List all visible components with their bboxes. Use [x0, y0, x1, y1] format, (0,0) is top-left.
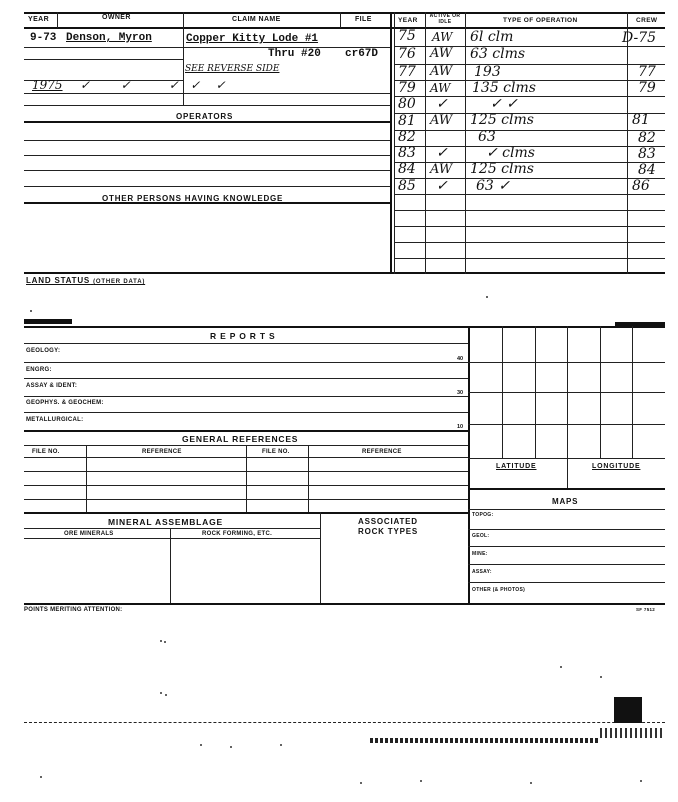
- mineral-assemblage-title: MINERAL ASSEMBLAGE: [108, 517, 223, 527]
- report-geology: GEOLOGY:: [26, 348, 61, 354]
- activity-operation: 6l clm: [470, 29, 514, 45]
- activity-year: 82: [398, 129, 416, 145]
- activity-status: AW: [432, 30, 453, 44]
- activity-year: 75: [398, 28, 416, 44]
- see-reverse-side-note: SEE REVERSE SIDE: [185, 64, 280, 74]
- points-meriting-attention-label: POINTS MERITING ATTENTION:: [24, 607, 123, 613]
- header-claim-name: CLAIM NAME: [232, 16, 281, 23]
- activity-year: 81: [398, 113, 416, 129]
- claim-file: cr67D: [345, 48, 379, 60]
- scan-smear: [370, 738, 600, 743]
- activity-crew: 79: [638, 80, 656, 96]
- report-metallurgical: METALLURGICAL:: [26, 417, 84, 423]
- report-assay-num: 30: [457, 390, 464, 396]
- activity-status: ✓: [436, 96, 448, 112]
- gr-reference: REFERENCE: [142, 449, 182, 455]
- activity-crew: 77: [638, 64, 656, 80]
- operators-label: OPERATORS: [176, 112, 234, 121]
- activity-crew: 82: [638, 130, 656, 146]
- header-crew: CREW: [636, 17, 658, 24]
- ore-minerals-label: ORE MINERALS: [64, 531, 114, 537]
- activity-crew: 86: [632, 178, 650, 194]
- activity-operation: 63 clms: [470, 46, 526, 62]
- activity-operation: 125 clms: [470, 112, 534, 128]
- activity-crew: D-75: [622, 30, 657, 46]
- latitude-label: LATITUDE: [496, 463, 537, 470]
- header-file: FILE: [355, 16, 372, 23]
- ditto-marks-left: ✓ ✓ ✓ ✓ ✓: [80, 78, 226, 92]
- header-year: YEAR: [28, 16, 50, 23]
- longitude-label: LONGITUDE: [592, 463, 641, 470]
- activity-year: 80: [398, 96, 416, 112]
- gr-file-no-2: FILE NO.: [262, 449, 290, 455]
- report-engrg: ENGRG:: [26, 367, 52, 373]
- activity-operation: 63: [478, 129, 496, 145]
- activity-operation: 63 ✓: [476, 178, 510, 194]
- activity-status: AW: [430, 113, 453, 128]
- activity-year: 79: [398, 80, 416, 96]
- other-persons-label: OTHER PERSONS HAVING KNOWLEDGE: [102, 194, 284, 203]
- claim-year: 9-73: [30, 32, 57, 44]
- scan-blot: [614, 697, 642, 723]
- report-assay: ASSAY & IDENT:: [26, 383, 78, 389]
- activity-crew: 81: [632, 112, 650, 128]
- claim-name-line2: Thru #20: [268, 48, 321, 60]
- activity-operation: 193: [474, 64, 501, 80]
- rock-forming-label: ROCK FORMING, ETC.: [202, 531, 273, 537]
- report-metallurgical-num: 10: [457, 424, 464, 430]
- activity-status: AW: [430, 81, 451, 95]
- activity-operation: 125 clms: [470, 161, 534, 177]
- form-number: SF 7512: [636, 607, 656, 612]
- maps-other: OTHER (& PHOTOS): [472, 587, 526, 593]
- activity-crew: 84: [638, 162, 656, 178]
- maps-title: MAPS: [552, 497, 579, 506]
- maps-geol: GEOL:: [472, 533, 490, 539]
- activity-operation: ✓ clms: [486, 145, 535, 161]
- gr-reference-2: REFERENCE: [362, 449, 402, 455]
- rock-types-label: ROCK TYPES: [358, 527, 419, 536]
- activity-year: 83: [398, 145, 416, 161]
- activity-crew: 83: [638, 146, 656, 162]
- header-type-operation: TYPE OF OPERATION: [503, 17, 578, 24]
- claim-owner: Denson, Myron: [66, 32, 152, 44]
- activity-status: ✓: [436, 145, 448, 161]
- activity-status: ✓: [436, 178, 448, 194]
- header-active-idle: ACTIVE OR IDLE: [429, 13, 461, 25]
- activity-status: AW: [430, 46, 453, 61]
- activity-status: AW: [430, 162, 453, 177]
- land-status-title: LAND STATUS: [26, 276, 91, 285]
- reports-title: R E P O R T S: [210, 331, 276, 341]
- report-geology-num: 40: [457, 356, 464, 362]
- activity-operation: ✓ ✓: [490, 96, 518, 112]
- general-references-title: GENERAL REFERENCES: [182, 434, 299, 444]
- activity-status: AW: [430, 64, 453, 79]
- activity-year: 85: [398, 178, 416, 194]
- header-year-activity: YEAR: [398, 17, 418, 24]
- activity-year: 84: [398, 161, 416, 177]
- activity-operation: 135 clms: [472, 80, 536, 96]
- land-status-subtitle: (OTHER DATA): [93, 279, 146, 285]
- land-status-label: [26, 276, 145, 285]
- maps-assay: ASSAY:: [472, 569, 492, 575]
- activity-year: 76: [398, 46, 416, 62]
- maps-mine: MINE:: [472, 551, 488, 557]
- handwritten-year: 1975: [32, 78, 63, 92]
- maps-topog: TOPOG:: [472, 512, 494, 518]
- associated-label: ASSOCIATED: [358, 517, 418, 526]
- header-owner: OWNER: [102, 14, 131, 21]
- activity-year: 77: [398, 64, 416, 80]
- gr-file-no: FILE NO.: [32, 449, 60, 455]
- claim-name-line1: Copper Kitty Lode #1: [186, 33, 319, 45]
- report-geophys: GEOPHYS. & GEOCHEM:: [26, 400, 104, 406]
